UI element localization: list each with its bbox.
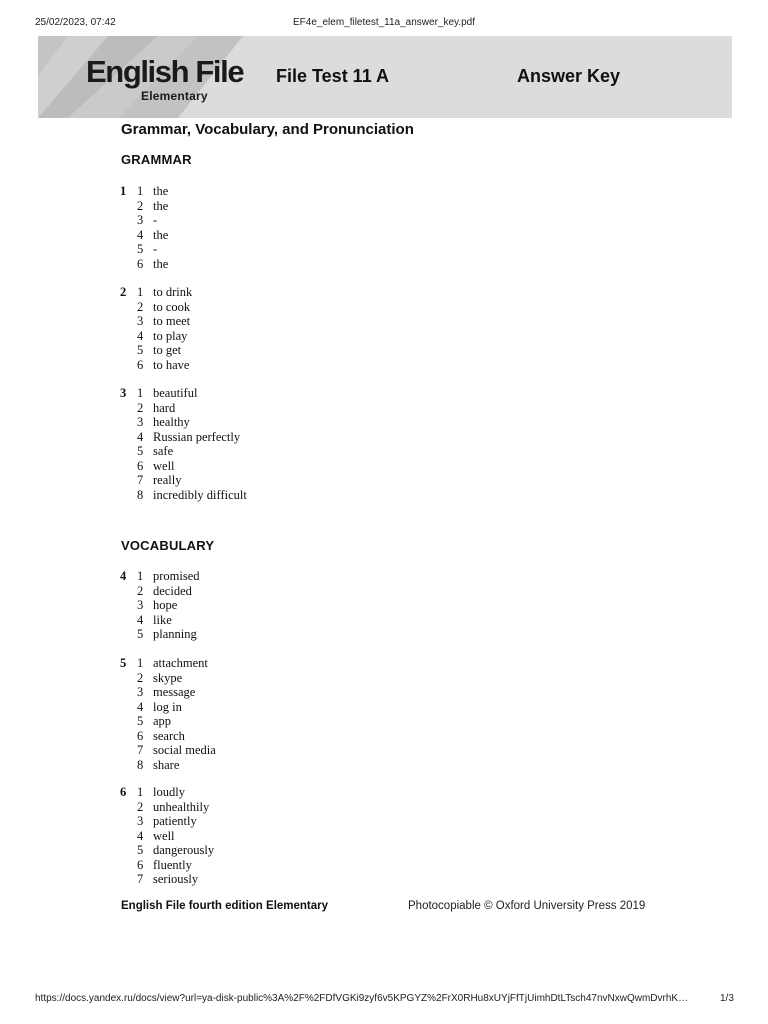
answer-text: message bbox=[153, 685, 196, 699]
answer-text: the bbox=[153, 256, 169, 271]
answer-text: to drink bbox=[153, 285, 193, 299]
print-document-name: EF4e_elem_filetest_11a_answer_key.pdf bbox=[293, 17, 475, 28]
answer-text: - bbox=[153, 242, 158, 256]
item-number: 5 bbox=[137, 843, 144, 857]
item-number: 4 bbox=[137, 227, 144, 242]
item-number: 6 bbox=[137, 857, 144, 872]
answer-text: loudly bbox=[153, 785, 185, 799]
answer-text: healthy bbox=[153, 415, 190, 429]
footer-edition: English File fourth edition Elementary bbox=[121, 900, 329, 912]
vocabulary-heading: VOCABULARY bbox=[121, 538, 215, 553]
item-number: 1 bbox=[137, 785, 144, 799]
footer-copyright: Photocopiable © Oxford University Press 2019 bbox=[408, 900, 646, 912]
answer-text: seriously bbox=[153, 872, 199, 886]
item-number: 5 bbox=[137, 242, 144, 256]
exercise-number: 5 bbox=[120, 656, 127, 670]
answer-text: really bbox=[153, 473, 182, 487]
item-number: 1 bbox=[137, 569, 144, 583]
item-number: 7 bbox=[137, 473, 144, 487]
item-number: 4 bbox=[137, 429, 144, 444]
item-number: 3 bbox=[137, 415, 144, 429]
answer-text: skype bbox=[153, 670, 183, 685]
answer-text: to meet bbox=[153, 314, 191, 328]
item-number: 2 bbox=[137, 799, 144, 814]
item-number: 6 bbox=[137, 256, 144, 271]
item-number: 6 bbox=[137, 728, 144, 743]
item-number: 3 bbox=[137, 598, 144, 612]
answer-text: safe bbox=[153, 444, 174, 458]
exercise-number: 6 bbox=[120, 785, 127, 799]
answer-text: the bbox=[153, 227, 169, 242]
item-number: 5 bbox=[137, 343, 144, 357]
test-title: File Test 11 A bbox=[276, 66, 390, 86]
answer-text: social media bbox=[153, 743, 216, 757]
answer-text: search bbox=[153, 728, 185, 743]
brand-subtitle: Elementary bbox=[141, 89, 208, 103]
exercise-number: 3 bbox=[120, 386, 127, 400]
answer-text: to cook bbox=[153, 299, 191, 314]
answer-text: to get bbox=[153, 343, 182, 357]
item-number: 6 bbox=[137, 458, 144, 473]
print-datetime: 25/02/2023, 07:42 bbox=[35, 17, 116, 28]
answer-text: to have bbox=[153, 357, 190, 372]
brand-title: English File bbox=[86, 54, 244, 89]
item-number: 1 bbox=[137, 656, 144, 670]
item-number: 8 bbox=[137, 487, 144, 502]
answer-text: decided bbox=[153, 583, 192, 598]
item-number: 3 bbox=[137, 314, 144, 328]
item-number: 3 bbox=[137, 814, 144, 828]
answer-text: well bbox=[153, 828, 175, 843]
answer-text: to play bbox=[153, 328, 188, 343]
item-number: 4 bbox=[137, 612, 144, 627]
answer-key-label: Answer Key bbox=[517, 66, 621, 86]
print-page-number: 1/3 bbox=[720, 993, 734, 1004]
item-number: 2 bbox=[137, 670, 144, 685]
print-footer bbox=[0, 993, 768, 1007]
item-number: 3 bbox=[137, 213, 144, 227]
section-title: Grammar, Vocabulary, and Pronunciation bbox=[121, 121, 414, 138]
item-number: 4 bbox=[137, 699, 144, 714]
answer-text: well bbox=[153, 458, 175, 473]
answer-text: dangerously bbox=[153, 843, 215, 857]
answer-text: Russian perfectly bbox=[153, 429, 241, 444]
exercise-number: 2 bbox=[120, 285, 127, 299]
answer-text: promised bbox=[153, 569, 200, 583]
print-header bbox=[0, 17, 768, 31]
answer-text: unhealthily bbox=[153, 799, 210, 814]
header-banner bbox=[38, 36, 732, 118]
exercise-number: 4 bbox=[120, 569, 127, 583]
grammar-heading: GRAMMAR bbox=[121, 152, 192, 167]
item-number: 7 bbox=[137, 743, 144, 757]
item-number: 6 bbox=[137, 357, 144, 372]
item-number: 4 bbox=[137, 828, 144, 843]
answer-text: patiently bbox=[153, 814, 197, 828]
item-number: 4 bbox=[137, 328, 144, 343]
item-number: 7 bbox=[137, 872, 144, 886]
answer-text: share bbox=[153, 757, 180, 772]
answer-text: the bbox=[153, 198, 169, 213]
answer-text: fluently bbox=[153, 857, 192, 872]
answer-text: the bbox=[153, 184, 169, 198]
item-number: 8 bbox=[137, 757, 144, 772]
print-source-url: https://docs.yandex.ru/docs/view?url=ya-disk-public%3A%2F%2FDfVGKi9zyf6v5KPGYZ%2FrX0RHu8xUYjFfTjUimhDtLTsch47nvNxwQwmDvrhK… bbox=[35, 993, 689, 1004]
answer-text: - bbox=[153, 213, 158, 227]
item-number: 2 bbox=[137, 299, 144, 314]
answer-text: hard bbox=[153, 400, 176, 415]
item-number: 5 bbox=[137, 627, 144, 641]
item-number: 2 bbox=[137, 198, 144, 213]
answer-text: like bbox=[153, 612, 172, 627]
answer-text: hope bbox=[153, 598, 178, 612]
answer-text: planning bbox=[153, 627, 197, 641]
item-number: 1 bbox=[137, 386, 144, 400]
item-number: 2 bbox=[137, 400, 144, 415]
answer-text: attachment bbox=[153, 656, 208, 670]
answer-text: app bbox=[153, 714, 172, 728]
item-number: 2 bbox=[137, 583, 144, 598]
item-number: 5 bbox=[137, 714, 144, 728]
exercise-number: 1 bbox=[120, 184, 127, 198]
answer-text: incredibly difficult bbox=[153, 487, 247, 502]
item-number: 1 bbox=[137, 285, 144, 299]
item-number: 5 bbox=[137, 444, 144, 458]
brand-logo bbox=[86, 54, 244, 103]
answer-text: log in bbox=[153, 699, 182, 714]
answer-text: beautiful bbox=[153, 386, 198, 400]
item-number: 3 bbox=[137, 685, 144, 699]
item-number: 1 bbox=[137, 184, 144, 198]
